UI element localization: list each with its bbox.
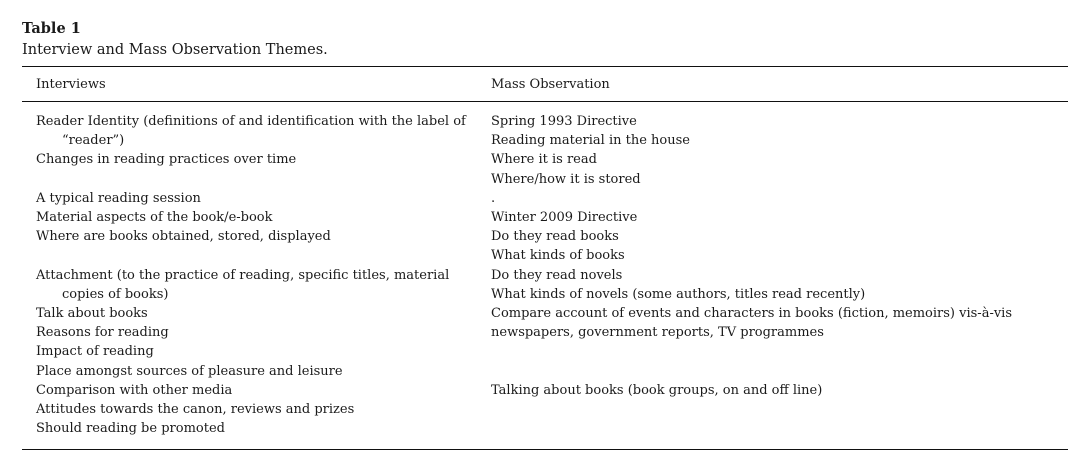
interviews-column: [36, 112, 476, 438]
mass-observation-line: Where it is read: [491, 152, 597, 168]
interviews-line: Reasons for reading: [36, 325, 169, 341]
mass-observation-line: What kinds of books: [491, 248, 625, 264]
interviews-line: [36, 246, 476, 265]
column-header-mass-observation: Mass Observation: [491, 77, 610, 92]
mass-observation-column: [491, 112, 1061, 438]
header-rule: [22, 101, 1068, 102]
interviews-line: Material aspects of the book/e-book: [36, 210, 273, 225]
mass-observation-line: Where/how it is stored: [491, 171, 641, 187]
interviews-line: Attachment (to the practice of reading, specific titles, material: [36, 267, 450, 283]
mass-observation-line: [491, 400, 1061, 419]
interviews-line: Attitudes towards the canon, reviews and prizes: [36, 402, 355, 418]
interviews-line: Talk about books: [36, 306, 148, 321]
mass-observation-line: .: [491, 190, 496, 206]
interviews-line: Comparison with other media: [36, 382, 233, 398]
mass-observation-line: Do they read novels: [491, 267, 623, 283]
interviews-line: Where are books obtained, stored, displayed: [36, 229, 331, 245]
mass-observation-line: newspapers, government reports, TV programmes: [491, 325, 824, 341]
interviews-line: Impact of reading: [36, 344, 154, 360]
mass-observation-line: [491, 342, 1061, 361]
interviews-line: Place amongst sources of pleasure and leisure: [36, 363, 343, 379]
mass-observation-line: [491, 362, 1061, 381]
interviews-line: copies of books): [62, 286, 169, 302]
mass-observation-line: Winter 2009 Directive: [491, 210, 638, 226]
mass-observation-line: Do they read books: [491, 229, 619, 245]
column-header-interviews: Interviews: [36, 77, 106, 92]
mass-observation-line: Spring 1993 Directive: [491, 114, 637, 129]
top-rule: [22, 66, 1068, 67]
table-label: Table 1: [22, 20, 81, 37]
interviews-line: [36, 170, 476, 189]
interviews-line: Changes in reading practices over time: [36, 152, 297, 168]
mass-observation-line: Reading material in the house: [491, 133, 690, 149]
bottom-rule: [22, 449, 1068, 450]
mass-observation-line: What kinds of novels (some authors, titles read recently): [491, 286, 866, 302]
interviews-line: Should reading be promoted: [36, 421, 225, 437]
mass-observation-line: [491, 419, 1061, 438]
mass-observation-line: Compare account of events and characters in books (fiction, memoirs) vis-à-vis: [491, 306, 1013, 322]
interviews-line: Reader Identity (definitions of and identification with the label of: [36, 114, 466, 129]
table-caption: Interview and Mass Observation Themes.: [22, 42, 328, 58]
interviews-line: A typical reading session: [36, 190, 201, 206]
interviews-line: “reader”): [62, 133, 125, 149]
mass-observation-line: Talking about books (book groups, on and off line): [491, 382, 823, 398]
